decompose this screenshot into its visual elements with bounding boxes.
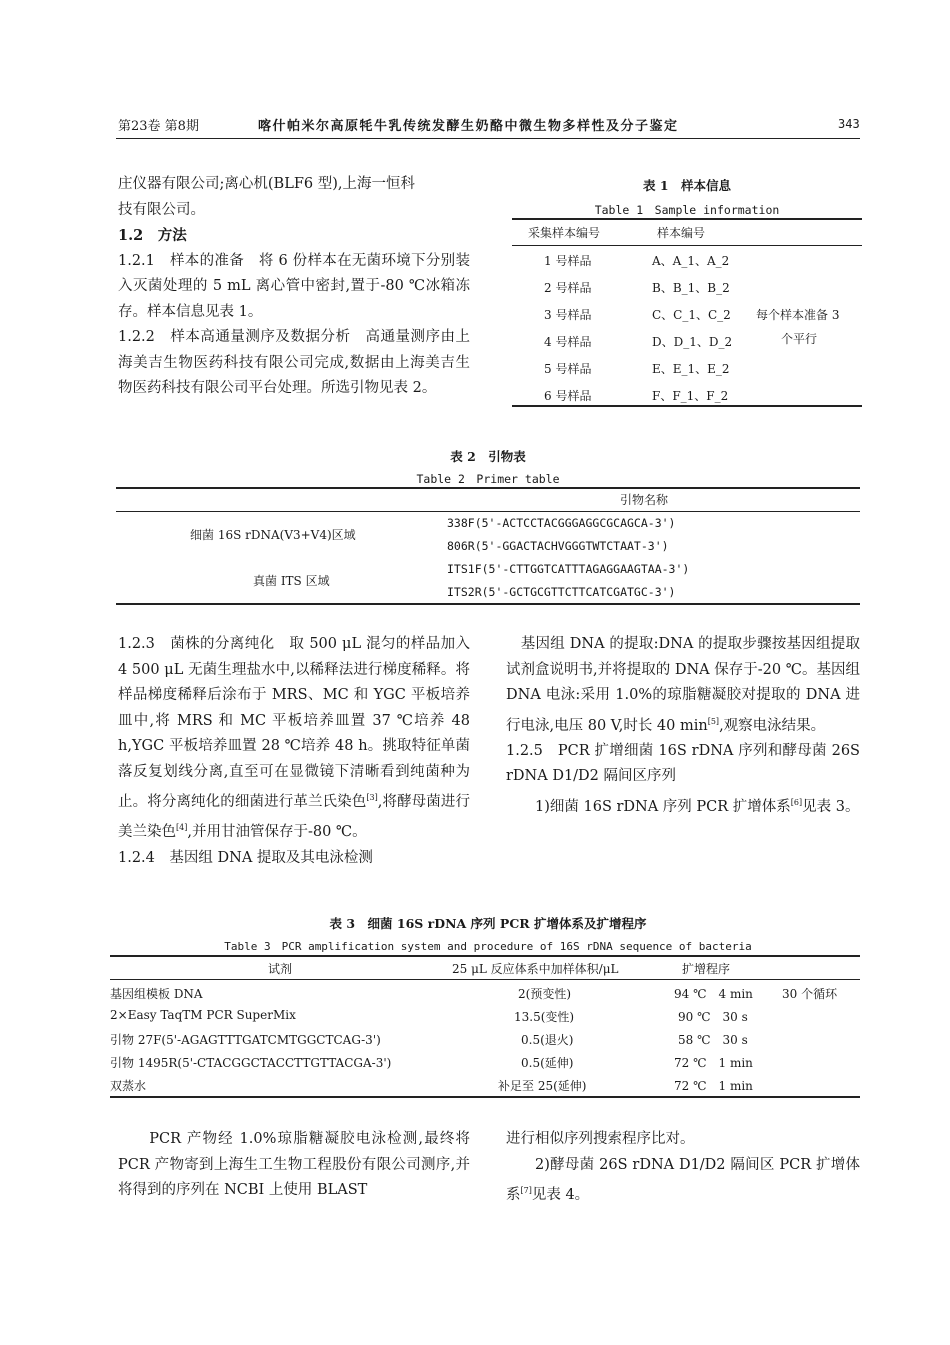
section-heading-1-2: 1.2 方法	[118, 227, 187, 244]
paragraph-1-2-4-start	[118, 846, 470, 872]
subsection-title: 1.2.1 样本的准备	[118, 252, 245, 269]
running-title: 喀什帕米尔高原牦牛乳传统发酵生奶酪中微生物多样性及分子鉴定	[258, 119, 679, 134]
table-2-header-rule	[116, 511, 860, 512]
subsection-title: 1.2.3 菌株的分离纯化	[118, 636, 275, 652]
table-3-caption-en: Table 3 PCR amplification system and procedure of 16S rDNA sequence of bacteria	[224, 940, 752, 953]
paragraph-1-2-3	[118, 632, 470, 846]
table-3-header: 25 μL 反应体系中加样体积/μL	[452, 962, 619, 976]
paragraph-1-2-4	[506, 632, 860, 739]
table-1-cell: C、C_1、C_2	[652, 308, 731, 322]
table-1-cell: 4 号样品	[544, 335, 592, 349]
text-line: 进行相似序列搜索程序比对。	[506, 1131, 695, 1147]
paragraph-text: 1)细菌 16S rDNA 序列 PCR 扩增体系	[535, 798, 791, 815]
right-column-mid	[506, 632, 860, 820]
paragraph-text: ,观察电泳结果。	[719, 717, 826, 734]
table-1-note: 个平行	[781, 332, 818, 346]
table-3-top-rule	[110, 955, 860, 957]
table-3-header-rule	[110, 979, 860, 980]
paragraph-text: 高通量测序由上海美吉生物医药科技有限公司完成,数据由上海美吉生物医药科技有限公司平台处理。所选引物见表 2。	[118, 329, 470, 396]
table-1-cell: 5 号样品	[544, 362, 592, 376]
citation: [6]	[790, 797, 803, 807]
table-1-cell: F、F_1、F_2	[652, 389, 729, 403]
table-1-cell: D、D_1、D_2	[652, 335, 733, 349]
table-1-cell: A、A_1、A_2	[652, 254, 730, 268]
table-3-cell: 72 ℃ 1 min	[674, 1079, 753, 1093]
page-number: 343	[838, 117, 860, 131]
table-1-caption-en: Table 1 Sample information	[594, 203, 780, 217]
table-2-primer: 338F(5'-ACTCCTACGGGAGGCGCAGCA-3')	[447, 516, 676, 530]
paragraph-text: ,并用甘油管保存于-80 ℃。	[187, 824, 367, 841]
journal-volume-issue: 第23卷 第8期	[118, 119, 199, 134]
citation: [5]	[707, 716, 720, 726]
paragraph-1-2-5-item-1	[506, 790, 860, 820]
table-1	[512, 172, 862, 218]
paragraph-text: ,将酵母菌进行美兰染色	[118, 793, 471, 841]
table-3-header: 扩增程序	[682, 962, 731, 976]
table-3-cell: 72 ℃ 1 min	[674, 1056, 753, 1070]
table-2-header: 引物名称	[620, 493, 669, 507]
paragraph-1-2-5: 1.2.5 PCR 扩增细菌 16S rDNA 序列和酵母菌 26S rDNA D1/D2 隔间区序列	[506, 742, 860, 785]
paragraph-item-2	[506, 1153, 860, 1209]
table-3-cycles: 30 个循环	[782, 987, 838, 1001]
table-3-cell: 58 ℃ 30 s	[678, 1033, 748, 1047]
table-3-cell: 2×Easy TaqTM PCR SuperMix	[110, 1008, 296, 1022]
paragraph-1-2-2	[118, 325, 470, 402]
paragraph-text: 见表 3。	[802, 798, 860, 815]
left-column-mid	[118, 632, 470, 871]
subsection-title: 1.2.4 基因组 DNA 提取及其电泳检测	[118, 849, 373, 866]
left-column-bottom	[118, 1127, 470, 1204]
table-3-cell: 2(预变性)	[518, 987, 571, 1001]
paragraph-text: 将 6 份样本在无菌环境下分别装入灭菌处理的 5 mL 离心管中密封,置于-80 ℃冰箱冻存。样本信息见表 1。	[118, 252, 470, 320]
left-column-top	[118, 172, 470, 402]
paragraph-1-2-1	[118, 249, 470, 326]
table-1-cell: E、E_1、E_2	[652, 362, 730, 376]
table-2-region: 真菌 ITS 区域	[253, 574, 330, 588]
paragraph-text: 基因组 DNA 的提取:DNA 的提取步骤按基因组提取试剂盒说明书,并将提取的 DNA 保存于-20 ℃。基因组 DNA 电泳:采用 1.0%的琼脂糖凝胶对提取的 DNA 进行电泳,电压 80 V,时长 40 min	[506, 636, 860, 734]
table-3-cell: 13.5(变性)	[514, 1010, 575, 1024]
table-1-cell: 2 号样品	[544, 281, 592, 295]
table-2-bottom-rule	[116, 603, 860, 605]
table-3-bottom-rule	[110, 1096, 860, 1098]
table-1-cell: 3 号样品	[544, 308, 592, 322]
table-3-cell: 90 ℃ 30 s	[678, 1010, 748, 1024]
paragraph-pcr-product: PCR 产物经 1.0%琼脂糖凝胶电泳检测,最终将 PCR 产物寄到上海生工生物工程股份有限公司测序,并将得到的序列在 NCBI 上使用 BLAST	[118, 1131, 470, 1198]
table-3-cell: 引物 1495R(5'-CTACGGCTACCTTGTTACGA-3')	[110, 1056, 392, 1070]
table-2-caption-en: Table 2 Primer table	[416, 472, 560, 486]
table-2-primer: ITS1F(5'-CTTGGTCATTTAGAGGAAGTAA-3')	[447, 562, 690, 576]
table-3-cell: 基因组模板 DNA	[110, 987, 203, 1001]
table-3-cell: 补足至 25(延伸)	[498, 1079, 587, 1093]
right-column-bottom	[506, 1127, 860, 1208]
table-2-top-rule	[116, 487, 860, 489]
table-1-header-sample: 采集样本编号	[528, 226, 601, 240]
table-1-header-rule	[512, 245, 862, 246]
table-3-cell: 0.5(延伸)	[521, 1056, 574, 1070]
table-2-primer: 806R(5'-GGACTACHVGGGTWTCTAAT-3')	[447, 539, 669, 553]
table-2-caption: 表 2 引物表	[450, 449, 526, 464]
citation: [7]	[520, 1186, 532, 1195]
subsection-title: 1.2.2 样本高通量测序及数据分析	[118, 329, 351, 345]
table-1-header-id: 样本编号	[657, 226, 706, 240]
table-1-caption: 表 1 样本信息	[642, 178, 732, 193]
table-1-bottom-rule	[512, 405, 862, 407]
table-1-top-rule	[512, 218, 862, 220]
table-1-cell: 6 号样品	[544, 389, 592, 403]
citation: [3]	[366, 793, 378, 802]
table-3-cell: 0.5(退火)	[521, 1033, 574, 1047]
citation: [4]	[176, 823, 188, 833]
header-rule	[116, 138, 860, 139]
table-3-cell: 双蒸水	[110, 1079, 147, 1093]
table-3-header: 试剂	[268, 962, 293, 976]
table-2-region: 细菌 16S rDNA(V3+V4)区域	[190, 528, 356, 542]
table-3-cell: 94 ℃ 4 min	[674, 987, 753, 1001]
table-2-primer: ITS2R(5'-GCTGCGTTCTTCATCGATGC-3')	[447, 585, 676, 599]
table-1-note: 每个样本准备 3	[756, 308, 840, 322]
paragraph-text: 2)酵母菌 26S rDNA D1/D2 隔间区 PCR 扩增体系	[506, 1156, 860, 1203]
text-line: 庄仪器有限公司;离心机(BLF6 型),上海一恒科	[118, 176, 415, 192]
paragraph-text: 见表 4。	[531, 1186, 590, 1203]
table-1-cell: B、B_1、B_2	[652, 281, 730, 295]
table-3-caption: 表 3 细菌 16S rDNA 序列 PCR 扩增体系及扩增程序	[329, 916, 647, 931]
paragraph-text: 取 500 μL 混匀的样品加入 4 500 μL 无菌生理盐水中,以稀释法进行梯度稀释。将样品梯度稀释后涂布于 MRS、MC 和 YGC 平板培养皿中,将 MRS 和 MC 平板培养皿置 37 ℃培养 48 h,YGC 平板培养皿置 28 ℃培养 48 h。挑取特征单菌落反复划线分离,直至可在显微镜下清晰看到纯菌种为止。将分离纯化的细菌进行革兰氏染色	[118, 636, 470, 810]
table-1-cell: 1 号样品	[544, 254, 592, 268]
table-3-cell: 引物 27F(5'-AGAGTTTGATCMTGGCTCAG-3')	[110, 1033, 381, 1047]
text-line: 技有限公司。	[118, 201, 205, 218]
